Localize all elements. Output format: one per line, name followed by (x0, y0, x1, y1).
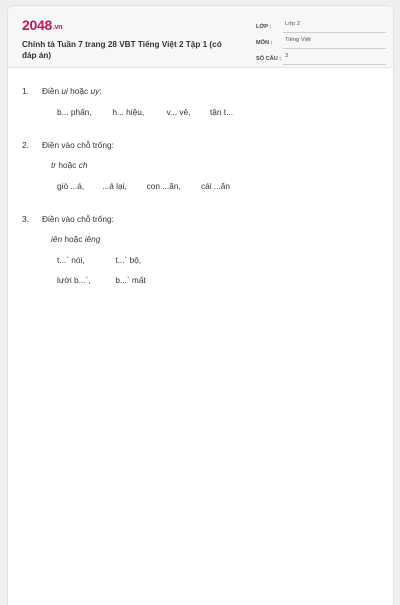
answer-row (57, 181, 230, 191)
meta-label: SỐ CÂU : (256, 56, 282, 62)
question-number: 1. (22, 86, 29, 96)
question-number: 2. (22, 140, 29, 150)
blank-item[interactable]: giò ...á, (57, 181, 85, 191)
blank-item[interactable]: b...` mất (115, 275, 146, 285)
question-text: Điền vào chỗ trống: (42, 140, 114, 150)
hint-a: iên (51, 234, 63, 244)
meta-info (256, 18, 386, 66)
answer-row (57, 107, 233, 117)
hint-b: iêng (84, 234, 101, 244)
question-suffix: : (99, 86, 102, 96)
question-text (42, 86, 102, 96)
blank-item[interactable]: lười b...`, (57, 275, 91, 285)
answer-row (57, 275, 146, 285)
meta-label: LỚP : (256, 24, 272, 30)
meta-row-subject (256, 34, 386, 49)
meta-row-count (256, 50, 386, 65)
blank-item[interactable]: v... vẻ, (166, 107, 191, 117)
hint-b: ch (78, 160, 88, 170)
logo-text: 2048 (22, 17, 52, 33)
meta-row-class (256, 18, 386, 33)
blank-item[interactable]: t...` nói, (57, 255, 85, 265)
worksheet (7, 5, 394, 605)
blank-item[interactable]: con ...ăn, (146, 181, 181, 191)
question-text: Điền vào chỗ trống: (42, 214, 114, 224)
worksheet-header (8, 6, 393, 68)
blank-item[interactable]: b... phấn, (57, 107, 92, 117)
blank-item[interactable]: t...` bộ, (115, 255, 142, 265)
hint-joiner: hoặc (64, 234, 83, 244)
meta-value: 3 (283, 53, 386, 65)
hint-joiner: hoặc (58, 160, 77, 170)
meta-label: MÔN : (256, 40, 273, 46)
meta-value: Lớp 2 (283, 21, 386, 33)
document-title: Chính tả Tuần 7 trang 28 VBT Tiếng Việt 2 Tập 1 (có đáp án) (22, 40, 222, 60)
option-b: uy (90, 86, 100, 96)
logo-tld: .vn (52, 24, 63, 31)
hint-a: tr (51, 160, 57, 170)
option-a: ui (61, 86, 68, 96)
question-prefix: Điền (42, 86, 60, 96)
blank-item[interactable]: ...á lại, (102, 181, 127, 191)
question-number: 3. (22, 214, 29, 224)
option-joiner: hoặc (70, 86, 89, 96)
answer-row (57, 255, 141, 265)
blank-item[interactable]: tận t... (209, 107, 233, 117)
site-logo[interactable] (22, 17, 62, 33)
meta-value: Tiếng Việt (283, 37, 386, 49)
blank-item[interactable]: cái ...ăn (200, 181, 230, 191)
hint-row (51, 160, 87, 170)
blank-item[interactable]: h... hiệu, (112, 107, 145, 117)
hint-row (51, 234, 100, 244)
